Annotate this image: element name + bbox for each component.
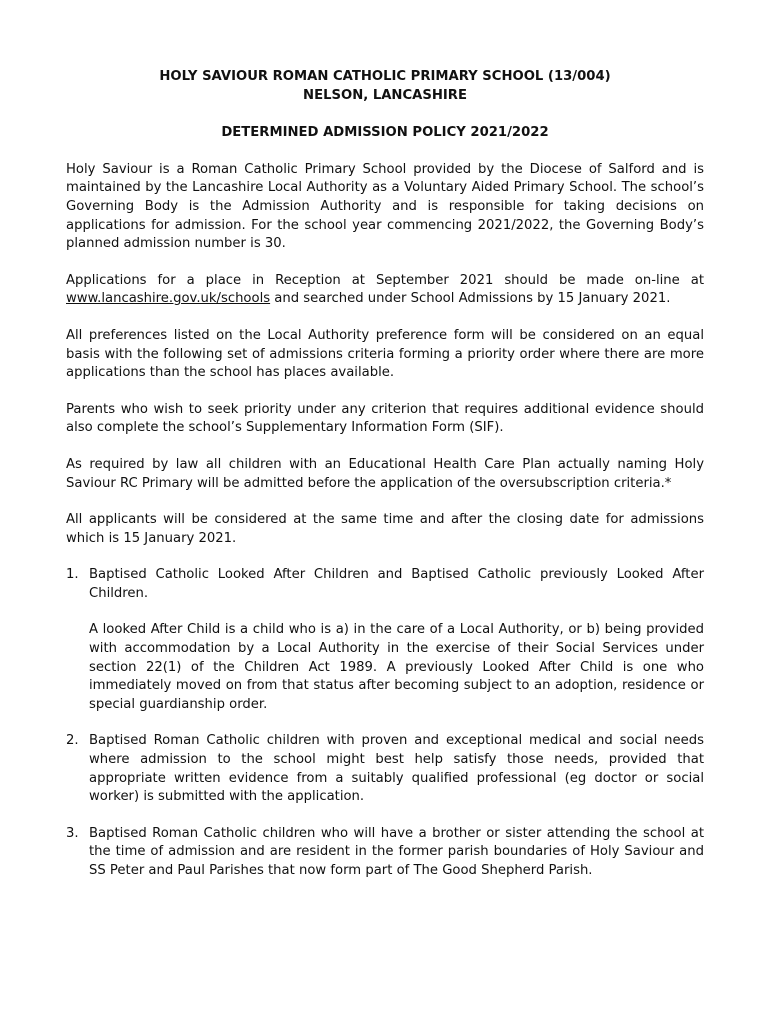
heading-spacer	[66, 105, 704, 124]
criterion-number: 3.	[66, 825, 79, 841]
criterion-item	[66, 825, 704, 881]
criterion-item	[66, 732, 704, 806]
location-heading: NELSON, LANCASHIRE	[303, 87, 467, 103]
lancashire-schools-link[interactable]: www.lancashire.gov.uk/schools	[66, 291, 271, 307]
criterion-text: Baptised Roman Catholic children with proven and exceptional medical and social needs where admission to the school might best help satisfy those needs, provided that appropriate written evidence from a suitably qualified professional (eg doctor or social worker) is submitted with the application.	[89, 733, 704, 805]
preferences-paragraph: All preferences listed on the Local Authority preference form will be considered on an equal basis with the following set of admissions criteria forming a priority order where there are more applications than the school has places available.	[66, 327, 704, 381]
closing-date-paragraph: All applicants will be considered at the same time and after the closing date for admissions which is 15 January 2021.	[66, 512, 704, 546]
school-name-heading: HOLY SAVIOUR ROMAN CATHOLIC PRIMARY SCHOOL (13/004)	[159, 69, 611, 84]
sif-paragraph: Parents who wish to seek priority under any criterion that requires additional evidence should also complete the school’s Supplementary Information Form (SIF).	[66, 401, 704, 436]
ehcp-paragraph: As required by law all children with an Educational Health Care Plan actually naming Holy Saviour RC Primary will be admitted before the application of the oversubscription criteria.*	[66, 456, 704, 491]
criterion-number: 1.	[66, 567, 79, 583]
looked-after-definition: A looked After Child is a child who is a) in the care of a Local Authority, or b) being provided with accommodation by a Local Authority in the exercise of their Social Services under section 22(1) of the Children Act 1989. A previously Looked After Child is one who immediately moved on from that status after becoming subject to an adoption, residence or special guardianship order.	[89, 622, 704, 712]
document-page	[66, 68, 704, 899]
criterion-number: 2.	[66, 733, 79, 749]
applications-text-after: and searched under School Admissions by 15 January 2021.	[270, 291, 671, 307]
criterion-item	[66, 566, 704, 714]
applications-text-before: Applications for a place in Reception at September 2021 should be made on-line at	[66, 272, 704, 288]
criterion-text: Baptised Catholic Looked After Children and Baptised Catholic previously Looked After Children.	[89, 567, 704, 601]
policy-title: DETERMINED ADMISSION POLICY 2021/2022	[221, 125, 549, 141]
intro-paragraph: Holy Saviour is a Roman Catholic Primary School provided by the Diocese of Salford and is maintained by the Lancashire Local Authority as a Voluntary Aided Primary School. The school’s Governing Body is the Admission Authority and is responsible for taking decisions on applications for admission. For the school year commencing 2021/2022, the Governing Body’s planned admission number is 30.	[66, 161, 704, 252]
criterion-text: Baptised Roman Catholic children who will have a brother or sister attending the school at the time of admission and are resident in the former parish boundaries of Holy Saviour and SS Peter and Paul Parishes that now form part of The Good Shepherd Parish.	[89, 825, 704, 878]
applications-paragraph	[66, 272, 704, 309]
admission-criteria-list	[66, 566, 704, 880]
